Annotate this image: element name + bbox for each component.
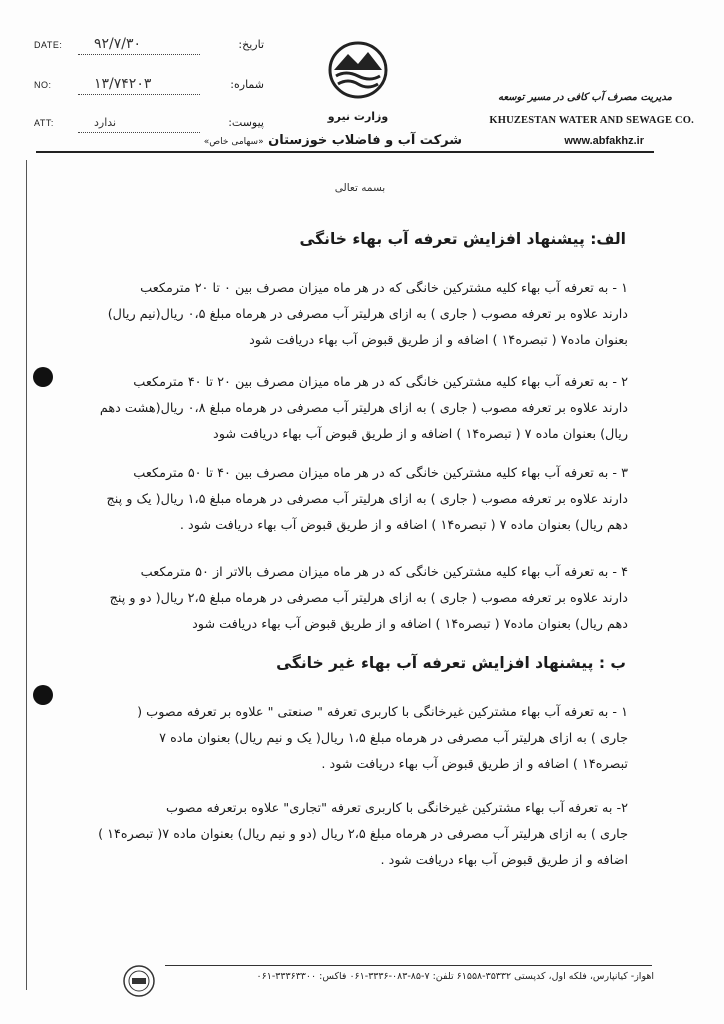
paragraph-line: ۳ - به تعرفه آب بهاء کلیه مشترکین خانگی که در هر ماه میزان مصرف بین ۴۰ تا ۵۰ مترمکعب <box>133 466 628 481</box>
company-name-fa <box>200 133 462 148</box>
ministry-name: وزارت نیرو <box>327 110 389 123</box>
section-a-item-3 <box>28 461 628 539</box>
paragraph-line: ۱ - به تعرفه آب بهاء مشترکین غیرخانگی با کاربری تعرفه " صنعتی " علاوه بر تعرفه مصوب ( <box>137 705 628 720</box>
certification-seal-icon <box>122 964 156 998</box>
date-value: ۹۲/۷/۳۰ <box>94 36 142 52</box>
paragraph-line: ۱ - به تعرفه آب بهاء کلیه مشترکین خانگی که در هر ماه میزان مصرف بین ۰ تا ۲۰ مترمکعب <box>140 281 628 296</box>
paragraph-line: دهم ریال) بعنوان ماده ۷ ( تبصره۱۴ ) اضافه و از طریق قبوض آب بهاء دریافت شود . <box>179 518 628 533</box>
attachment-value: ندارد <box>94 116 117 129</box>
date-field <box>34 38 264 56</box>
company-name-en: KHUZESTAN WATER AND SEWAGE CO. <box>489 115 694 126</box>
date-label-fa: تاریخ: <box>238 38 264 51</box>
company-type: «سهامی خاص» <box>203 137 264 147</box>
section-b-item-1 <box>28 700 628 778</box>
section-a-heading: الف: پیشنهاد افزایش تعرفه آب بهاء خانگی <box>299 230 626 248</box>
management-slogan: مدیریت مصرف آب کافی در مسیر توسعه <box>497 92 672 103</box>
paragraph-line: جاری ) به ازای هرلیتر آب مصرفی در هرماه مبلغ ۱،۵ ریال( یک و نیم ریال) بعنوان ماده ۷ <box>159 731 628 746</box>
paragraph-line: بعنوان ماده۷ ( تبصره۱۴ ) اضافه و از طریق قبوض آب بهاء دریافت شود <box>249 333 628 348</box>
date-label: DATE: <box>34 40 63 50</box>
header-divider <box>36 151 654 153</box>
bismillah: بسمه تعالی <box>334 182 386 194</box>
section-b-item-2 <box>28 796 628 874</box>
section-b-heading: ب : پیشنهاد افزایش تعرفه آب بهاء غیر خانگی <box>276 654 626 672</box>
footer-divider <box>165 965 652 966</box>
company-name-text: شرکت آب و فاضلاب خوزستان <box>268 133 462 148</box>
attachment-label: ATT: <box>34 118 54 128</box>
company-website: www.abfakhz.ir <box>564 135 644 147</box>
paragraph-line: دهم ریال) بعنوان ماده۷ ( تبصره۱۴ ) اضافه و از طریق قبوض آب بهاء دریافت شود <box>192 617 628 632</box>
number-label-fa: شماره: <box>230 78 264 91</box>
paragraph-line: ۴ - به تعرفه آب بهاء کلیه مشترکین خانگی که در هر ماه میزان مصرف بالاتر از ۵۰ مترمکعب <box>140 565 628 580</box>
paragraph-line: ۲ - به تعرفه آب بهاء کلیه مشترکین خانگی که در هر ماه میزان مصرف بین ۲۰ تا ۴۰ مترمکعب <box>133 375 628 390</box>
paragraph-line: اضافه و از طریق قبوض آب بهاء دریافت شود . <box>380 853 628 868</box>
paragraph-line: تبصره۱۴ ) اضافه و از طریق قبوض آب بهاء دریافت شود . <box>321 757 628 772</box>
number-value: ۱۳/۷۴۲۰۳ <box>94 76 152 92</box>
paragraph-line: دارند علاوه بر تعرفه مصوب ( جاری ) به ازای هرلیتر آب مصرفی در هرماه مبلغ ۱،۵ ریال( یک و پنج <box>106 492 628 507</box>
attachment-label-fa: پیوست: <box>228 116 264 129</box>
footer-address: اهواز- کیانپارس، فلکه اول، کدپستی ۳۵۳۳۲-۶۱۵۵۸ تلفن: ۷-۸۵-۰۸۳-۳۳۳۶-۰۶۱ فاکس: ۳۳۳۶۳۳۰۰-۰۶۱ <box>256 971 654 982</box>
paragraph-line: دارند علاوه بر تعرفه مصوب ( جاری ) به ازای هرلیتر آب مصرفی در هرماه مبلغ ۰،۸ ریال(هشت دهم <box>99 401 628 416</box>
section-a-item-2 <box>28 370 628 448</box>
paragraph-line: دارند علاوه بر تعرفه مصوب ( جاری ) به ازای هرلیتر آب مصرفی در هرماه مبلغ ۰،۵ ریال(نیم ریال) <box>107 307 628 322</box>
paragraph-line: جاری ) به ازای هرلیتر آب مصرفی در هرماه مبلغ ۲،۵ ریال (دو و نیم ریال) بعنوان ماده ۷( تبصره۱۴ ) <box>98 827 628 842</box>
number-field <box>34 78 264 96</box>
paragraph-line: دارند علاوه بر تعرفه مصوب ( جاری ) به ازای هرلیتر آب مصرفی در هرماه مبلغ ۲،۵ ریال( دو و پنج <box>109 591 628 606</box>
paragraph-line: ۲- به تعرفه آب بهاء مشترکین غیرخانگی با کاربری تعرفه "تجاری" علاوه برتعرفه مصوب <box>165 801 628 816</box>
section-a-item-1 <box>28 276 628 354</box>
section-a-item-4 <box>28 560 628 638</box>
margin-line <box>26 160 27 990</box>
attachment-field <box>34 116 264 134</box>
ministry-logo-icon <box>326 40 390 100</box>
number-label: NO: <box>34 80 52 90</box>
paragraph-line: ریال) بعنوان ماده ۷ ( تبصره۱۴ ) اضافه و از طریق قبوض آب بهاء دریافت شود <box>213 427 628 442</box>
